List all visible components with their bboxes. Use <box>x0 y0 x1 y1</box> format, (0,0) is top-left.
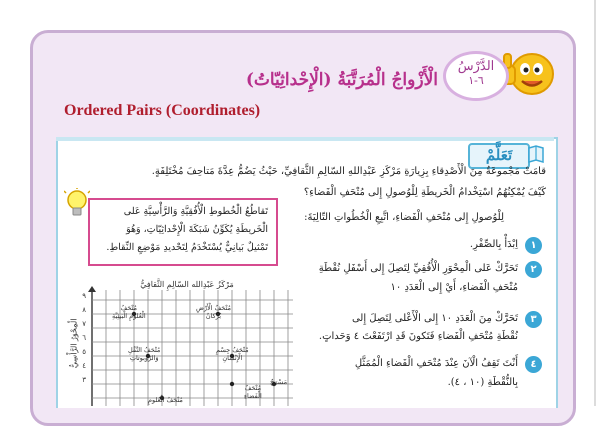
lesson-title-english: Ordered Pairs (Coordinates) <box>64 102 261 119</box>
tip-line-3: تَمْثيلٌ بَيانِيٌّ يُسْتَخْدَمُ لِتَحْديدِ مَوْضِعِ النِّقاطِ. <box>106 242 268 253</box>
intro-line-2: كَيْفَ يُمْكِنُهُمُ اسْتِخْدامُ الْخَريطَةِ لِلْوُصولِ إِلى مُتْحَفِ الْفَضاءِ؟ <box>303 187 546 198</box>
y-tick-7: ٧ <box>82 320 86 328</box>
step-2-line-2: مُتْحَفِ الْفَضاءِ، أَيْ إِلى الْعَدَدِ ١٠ <box>390 282 518 293</box>
grid-label-earth-museum: مُتْحَفُ الْأَرْضِ بُرْكانٌ <box>196 304 231 320</box>
tip-line-1: تَقاطُعُ الْخُطوطِ الْأُفُقِيَّةِ وَالرَّأْسِيَّةِ عَلى <box>123 206 268 217</box>
lightbulb-icon <box>64 188 90 220</box>
step-4-line-1: أَنْتَ تَقِفُ الْآنَ عِنْدَ مُتْحَفِ الْفَضاءِ الْمُمَثَّلِ <box>354 358 518 369</box>
grid-label-human-body-museum: مُتْحَفُ جِسْمِ الْإِنْسانِ <box>216 346 249 362</box>
grid-label-transport-museum: مُتْحَفُ النَّقْلِ وَالرّوبوتاتِ <box>128 346 161 362</box>
grid-label-space-museum: مُتْحَفُ الْفَضاءِ <box>244 384 262 400</box>
step-3-line-1: تَحَرَّكْ مِنَ الْعَدَدِ ١٠ إِلى الْأَعْلى لِتَصِلَ إِلى <box>351 313 518 324</box>
lesson-number: ٦-١ <box>468 74 484 87</box>
grid-label-theatre: مَسْرَحٌ <box>270 378 288 386</box>
lesson-number-badge <box>443 51 509 101</box>
grid-label-arab-science: مُتْحَفُ الْعُلومِ الْبَيئِيَّةِ <box>112 304 146 320</box>
content-top-band <box>56 137 554 141</box>
step-2-line-1: تَحَرَّكْ عَلى الْمِحْوَرِ الْأُفُقِيِّ لِتَصِلَ إِلى أَسْفَلِ نُقْطَةِ <box>318 263 518 274</box>
grid-title: مَرْكَزُ عَبْدِالله السّالِمِ الثَّقافِيُّ <box>140 280 234 289</box>
y-tick-5: ٥ <box>82 348 86 356</box>
step-1-line-1: اِبْدَأْ بِالصِّفْرِ. <box>469 239 518 250</box>
steps-header: لِلْوُصولِ إِلى مُتْحَفِ الْفَضاءِ، اتَّبِعِ الْخُطُواتِ التّالِيَةَ: <box>304 212 504 223</box>
lesson-word: الدَّرْسُ <box>457 59 495 74</box>
y-tick-4: ٤ <box>82 362 86 370</box>
tip-box <box>88 198 278 266</box>
intro-line-1: قامَتْ مَجْموعَةٌ مِنَ الْأَصْدِقاءِ بِزِيارَةِ مَرْكَزِ عَبْدِاللهِ السّالِمِ الثَّقافِيِّ، حَيْثُ يَضُمُّ عِدَّةَ مَتاحِفَ مُخْتَلِفَةٍ. <box>151 166 546 177</box>
step-number-1: ١ <box>525 237 542 254</box>
y-tick-9: ٩ <box>82 292 86 300</box>
lesson-title-arabic: الْأَزْواجُ الْمُرَتَّبَةُ (الْإِحْداثِيّاتُ) <box>245 70 438 90</box>
open-book-icon <box>528 144 544 164</box>
step-number-3: ٣ <box>525 311 542 328</box>
step-4-line-2: بِالنُّقْطَةِ (١٠ ، ٤). <box>447 377 518 388</box>
y-tick-3: ٣ <box>82 376 86 384</box>
grid-y-axis-label: الْمِحْوَرُ الرَّأْسِيُّ <box>69 318 79 369</box>
y-tick-8: ٨ <box>82 306 86 314</box>
grid-label-science-museum: مُتْحَفُ الْعُلومِ <box>148 396 183 404</box>
tip-line-2: الْخَريطَةِ يُكَوِّنُ شَبَكَةَ الْإِحْداثِيّاتِ، وَهُوَ <box>126 224 268 235</box>
step-number-2: ٢ <box>525 261 542 278</box>
step-3-line-2: نُقْطَةِ مُتْحَفِ الْفَضاءِ فَتَكونَ قَدِ ارْتَفَعْتَ ٤ وَحَداتٍ. <box>318 331 518 342</box>
step-number-4: ٤ <box>525 356 542 373</box>
page-edge-rule <box>594 0 596 406</box>
thumbs-up-mascot-icon <box>500 42 560 100</box>
y-tick-6: ٦ <box>82 334 86 342</box>
learn-label: تَعَلَّمْ <box>485 146 513 164</box>
